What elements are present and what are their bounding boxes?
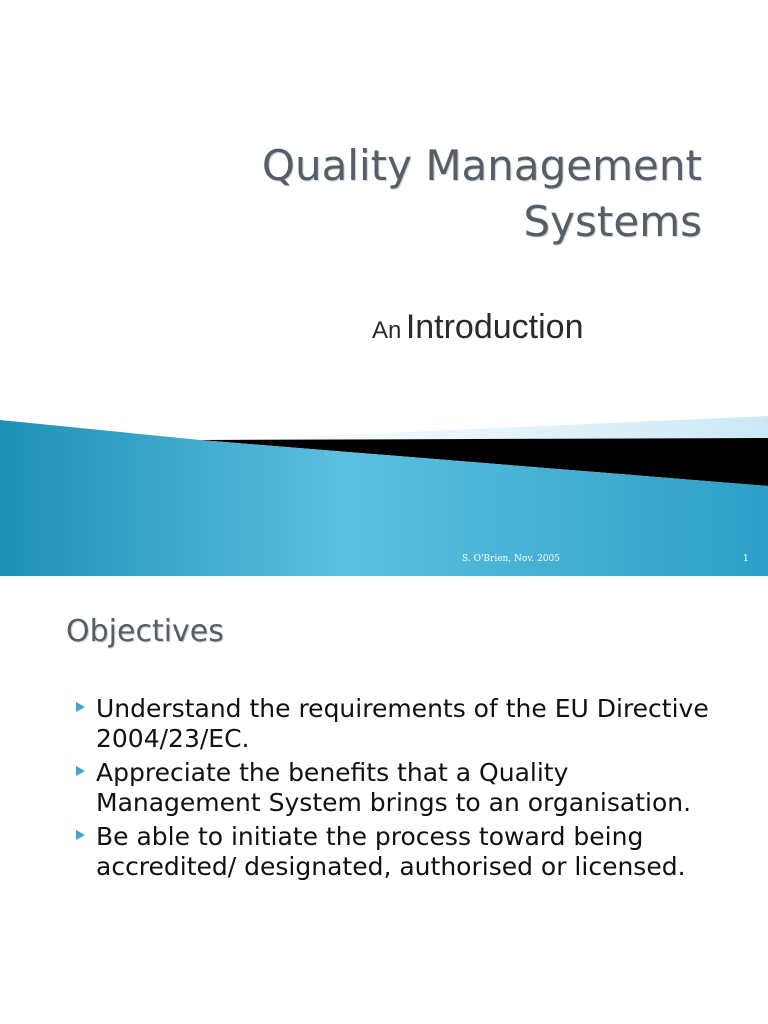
slide-title-line-2: Systems: [523, 197, 702, 246]
triangle-bullet-icon: [76, 830, 85, 840]
objectives-slide: [0, 576, 768, 1024]
slide-title-line-1: Quality Management: [261, 141, 702, 190]
objectives-list: [74, 694, 724, 886]
subtitle-main: Introduction: [405, 308, 584, 346]
list-item: [74, 822, 724, 882]
subtitle-prefix: An: [372, 317, 402, 344]
list-item-text: Understand the requirements of the EU Directive 2004/23/EC.: [96, 694, 709, 753]
list-item: [74, 694, 724, 754]
triangle-bullet-icon: [76, 702, 85, 712]
banner-light-band: [230, 416, 768, 440]
triangle-bullet-icon: [76, 766, 85, 776]
slide-page-number: 1: [743, 554, 749, 564]
list-item-text: Appreciate the benefits that a Quality Management System brings to an organisation.: [96, 758, 692, 817]
list-item: [74, 758, 724, 818]
slide-footer: S. O'Brien, Nov. 2005: [462, 554, 560, 564]
list-item-text: Be able to initiate the process toward being accredited/ designated, authorised or licensed.: [96, 822, 686, 881]
objectives-heading: Objectives: [66, 614, 224, 649]
